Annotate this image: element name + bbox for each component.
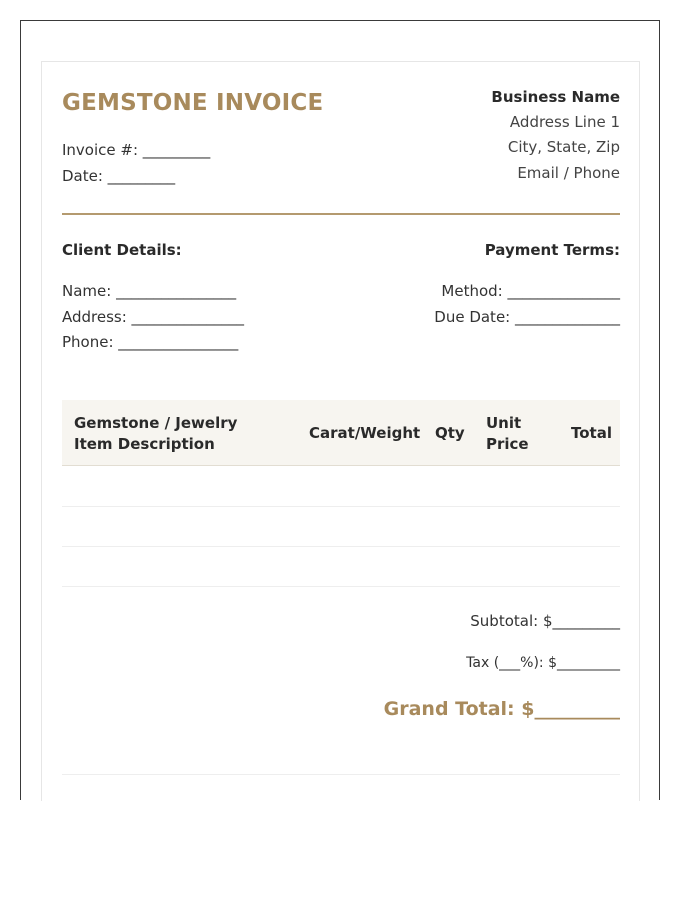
footer-divider: [62, 774, 620, 775]
col-header-description: Gemstone / Jewelry Item Description: [74, 414, 238, 453]
subtotal-field[interactable]: Subtotal: $_________: [470, 612, 620, 630]
table-row[interactable]: [62, 586, 620, 587]
invoice-number-field[interactable]: Invoice #: _________: [62, 141, 211, 159]
business-city-state-zip: City, State, Zip: [507, 138, 620, 156]
business-address-line: Address Line 1: [509, 113, 620, 131]
items-table-header: [62, 400, 620, 466]
payment-method-field[interactable]: Method: _______________: [441, 282, 620, 300]
business-name: Business Name: [491, 88, 620, 106]
table-row[interactable]: [62, 506, 620, 507]
client-phone-field[interactable]: Phone: ________________: [62, 333, 239, 351]
payment-terms-heading: Payment Terms:: [484, 241, 620, 259]
header-divider: [62, 213, 620, 215]
invoice-date-field[interactable]: Date: _________: [62, 167, 176, 185]
col-header-unit-price: Unit Price: [486, 414, 529, 453]
table-row[interactable]: [62, 546, 620, 547]
col-header-carat-weight: Carat/Weight: [309, 424, 421, 442]
payment-due-date-field[interactable]: Due Date: ______________: [434, 308, 620, 326]
tax-field[interactable]: Tax (___%): $_________: [466, 655, 620, 671]
invoice-title: GEMSTONE INVOICE: [62, 90, 324, 116]
col-header-total: Total: [571, 424, 612, 442]
col-header-qty: Qty: [435, 424, 465, 442]
client-address-field[interactable]: Address: _______________: [62, 308, 245, 326]
client-name-field[interactable]: Name: ________________: [62, 282, 237, 300]
client-details-heading: Client Details:: [62, 241, 182, 259]
business-email-phone: Email / Phone: [517, 164, 620, 182]
grand-total-field[interactable]: Grand Total: $_________: [383, 698, 620, 720]
